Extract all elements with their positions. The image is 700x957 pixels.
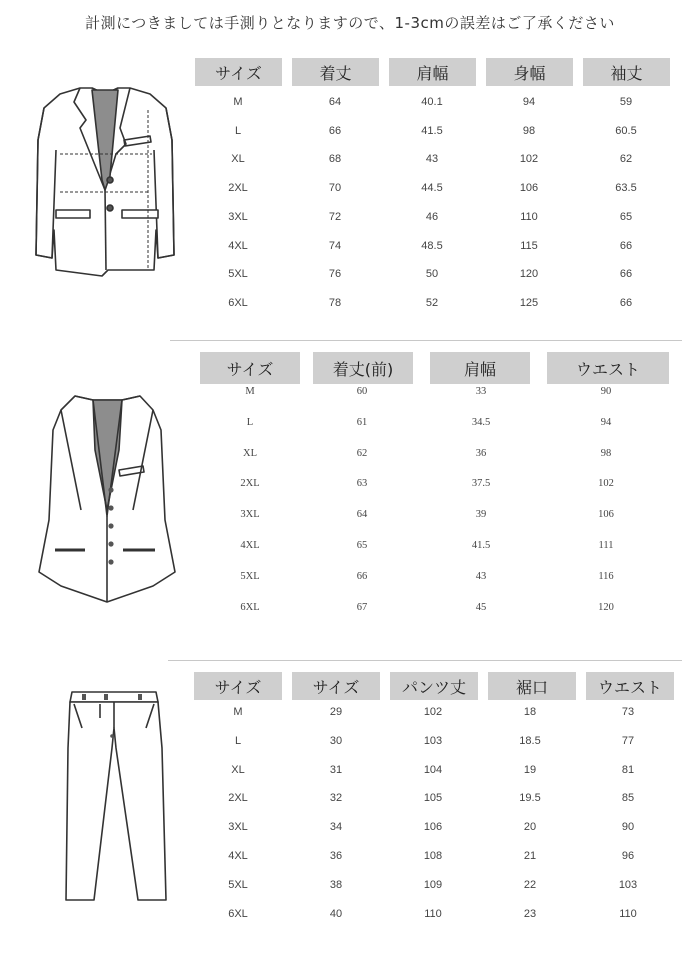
vest-cell: 66 xyxy=(356,570,368,582)
pants-cell: 4XL xyxy=(228,850,248,862)
pants-cell: 18.5 xyxy=(519,734,541,747)
jacket-cell: 115 xyxy=(520,239,538,252)
pants-cell: 110 xyxy=(424,907,442,920)
jacket-cell: 62 xyxy=(619,153,633,166)
vest-cell: 67 xyxy=(356,601,368,613)
pants-cell: 77 xyxy=(621,734,635,747)
vest-cell: 41.5 xyxy=(471,540,491,551)
pants-cell: 85 xyxy=(621,792,635,805)
jacket-cell: 120 xyxy=(519,268,539,281)
pants-cell: 108 xyxy=(423,850,443,862)
jacket-cell: 59 xyxy=(619,96,633,108)
vest-cell: 6XL xyxy=(240,601,260,613)
vest-cell: 94 xyxy=(600,416,612,428)
pants-illustration xyxy=(60,688,180,903)
vest-cell: 3XL xyxy=(240,509,260,521)
pants-cell: 81 xyxy=(621,763,635,776)
jacket-cell: 52 xyxy=(425,296,439,309)
vest-cell: 60 xyxy=(356,386,368,397)
jacket-cell: 110 xyxy=(520,210,538,223)
jacket-cell: 64 xyxy=(328,96,342,108)
jacket-cell: 66 xyxy=(328,124,342,137)
vest-cell: 43 xyxy=(475,570,487,582)
jacket-cell: 66 xyxy=(619,296,633,309)
jacket-cell: 76 xyxy=(328,268,342,281)
pants-cell: 18 xyxy=(523,706,537,718)
jacket-cell: 125 xyxy=(519,296,539,309)
jacket-cell: 48.5 xyxy=(421,239,443,252)
pants-cell: 20 xyxy=(523,821,537,834)
jacket-cell: 40.1 xyxy=(421,96,443,108)
pants-cell: 19 xyxy=(523,763,537,776)
pants-cell: XL xyxy=(231,763,245,776)
pants-header-inseam-length: パンツ丈 xyxy=(390,672,478,700)
vest-cell: 61 xyxy=(356,416,368,428)
jacket-cell: M xyxy=(233,96,243,108)
jacket-cell: 5XL xyxy=(228,268,248,281)
vest-cell: 33 xyxy=(475,386,487,397)
jacket-cell: L xyxy=(234,124,242,137)
pants-header-waist: ウエスト xyxy=(586,672,674,700)
vest-cell: 65 xyxy=(356,540,368,551)
jacket-cell: 3XL xyxy=(228,210,248,223)
vest-cell: 45 xyxy=(475,601,487,613)
jacket-cell: 60.5 xyxy=(615,124,637,137)
pants-cell: 109 xyxy=(423,878,443,891)
pants-cell: 30 xyxy=(329,734,343,747)
jacket-cell: 46 xyxy=(425,210,439,223)
vest-header-size: サイズ xyxy=(200,352,300,384)
vest-cell: 62 xyxy=(356,447,368,459)
jacket-cell: 98 xyxy=(522,124,536,137)
pants-cell: 73 xyxy=(621,706,635,718)
pants-cell: 31 xyxy=(329,763,343,776)
jacket-cell: 66 xyxy=(619,268,633,281)
pants-cell: 103 xyxy=(618,878,638,891)
jacket-cell: 102 xyxy=(519,153,539,166)
jacket-header-size: サイズ xyxy=(195,58,282,86)
pants-cell: 40 xyxy=(329,907,343,920)
jacket-cell: 94 xyxy=(522,96,536,108)
vest-header-length: 着丈(前) xyxy=(313,352,413,384)
vest-cell: 5XL xyxy=(240,570,260,582)
vest-cell: 63 xyxy=(356,478,368,490)
pants-cell: 34 xyxy=(329,821,343,834)
pants-cell: 5XL xyxy=(228,878,248,891)
vest-cell: 120 xyxy=(598,601,614,613)
vest-cell: 34.5 xyxy=(471,416,491,428)
pants-cell: 2XL xyxy=(228,792,248,805)
vest-cell: 98 xyxy=(600,447,612,459)
jacket-cell: 41.5 xyxy=(421,124,443,137)
pants-cell: 22 xyxy=(523,878,537,891)
jacket-header-chest: 身幅 xyxy=(486,58,573,86)
vest-cell: 106 xyxy=(598,509,614,521)
pants-cell: 23 xyxy=(523,907,537,920)
pants-header-size: サイズ xyxy=(194,672,282,700)
vest-cell: 102 xyxy=(598,478,614,490)
jacket-header-sleeve: 袖丈 xyxy=(583,58,670,86)
pants-cell: 104 xyxy=(423,763,443,776)
pants-cell: 38 xyxy=(329,878,343,891)
vest-cell: 2XL xyxy=(240,478,260,490)
measurement-note: 計測につきましては手測りとなりますので、1-3cmの誤差はご了承ください xyxy=(85,14,615,32)
pants-header-size-number: サイズ xyxy=(292,672,380,700)
vest-cell: 64 xyxy=(356,509,368,521)
jacket-cell: 78 xyxy=(328,296,342,309)
jacket-header-shoulder: 肩幅 xyxy=(389,58,476,86)
pants-cell: 32 xyxy=(329,792,343,805)
vest-cell: 36 xyxy=(475,447,487,459)
jacket-cell: 74 xyxy=(328,239,342,252)
jacket-cell: XL xyxy=(231,153,245,166)
pants-cell: 6XL xyxy=(228,907,248,920)
pants-cell: 102 xyxy=(423,706,443,718)
jacket-cell: 44.5 xyxy=(421,182,443,195)
vest-cell: 37.5 xyxy=(471,478,491,490)
jacket-cell: 63.5 xyxy=(615,182,637,195)
jacket-cell: 4XL xyxy=(228,239,248,252)
pants-cell: 103 xyxy=(423,734,443,747)
vest-cell: L xyxy=(246,416,254,428)
vest-cell: M xyxy=(245,386,255,397)
pants-cell: 29 xyxy=(329,706,343,718)
jacket-cell: 50 xyxy=(425,268,439,281)
vest-cell: 39 xyxy=(475,509,487,521)
pants-cell: 90 xyxy=(621,821,635,834)
jacket-cell: 70 xyxy=(328,182,342,195)
jacket-cell: 2XL xyxy=(228,182,248,195)
pants-cell: 96 xyxy=(621,850,635,862)
vest-cell: 4XL xyxy=(240,540,260,551)
pants-cell: L xyxy=(234,734,242,747)
pants-cell: 21 xyxy=(523,850,537,862)
pants-cell: 106 xyxy=(423,821,443,834)
vest-header-waist: ウエスト xyxy=(547,352,669,384)
vest-header-shoulder: 肩幅 xyxy=(430,352,530,384)
pants-cell: 3XL xyxy=(228,821,248,834)
jacket-cell: 72 xyxy=(328,210,342,223)
jacket-cell: 66 xyxy=(619,239,633,252)
vest-cell: 90 xyxy=(600,386,612,397)
vest-cell: 116 xyxy=(598,570,614,582)
jacket-cell: 65 xyxy=(619,210,633,223)
jacket-cell: 106 xyxy=(519,182,539,195)
jacket-header-length: 着丈 xyxy=(292,58,379,86)
vest-cell: 111 xyxy=(598,540,614,551)
jacket-cell: 6XL xyxy=(228,296,248,309)
jacket-cell: 68 xyxy=(328,153,342,166)
pants-cell: 110 xyxy=(619,907,637,920)
pants-cell: M xyxy=(233,706,243,718)
pants-header-hem: 裾口 xyxy=(488,672,576,700)
pants-cell: 19.5 xyxy=(519,792,541,805)
pants-cell: 36 xyxy=(329,850,343,862)
pants-cell: 105 xyxy=(423,792,443,805)
vest-cell: XL xyxy=(243,447,257,459)
jacket-cell: 43 xyxy=(425,153,439,166)
